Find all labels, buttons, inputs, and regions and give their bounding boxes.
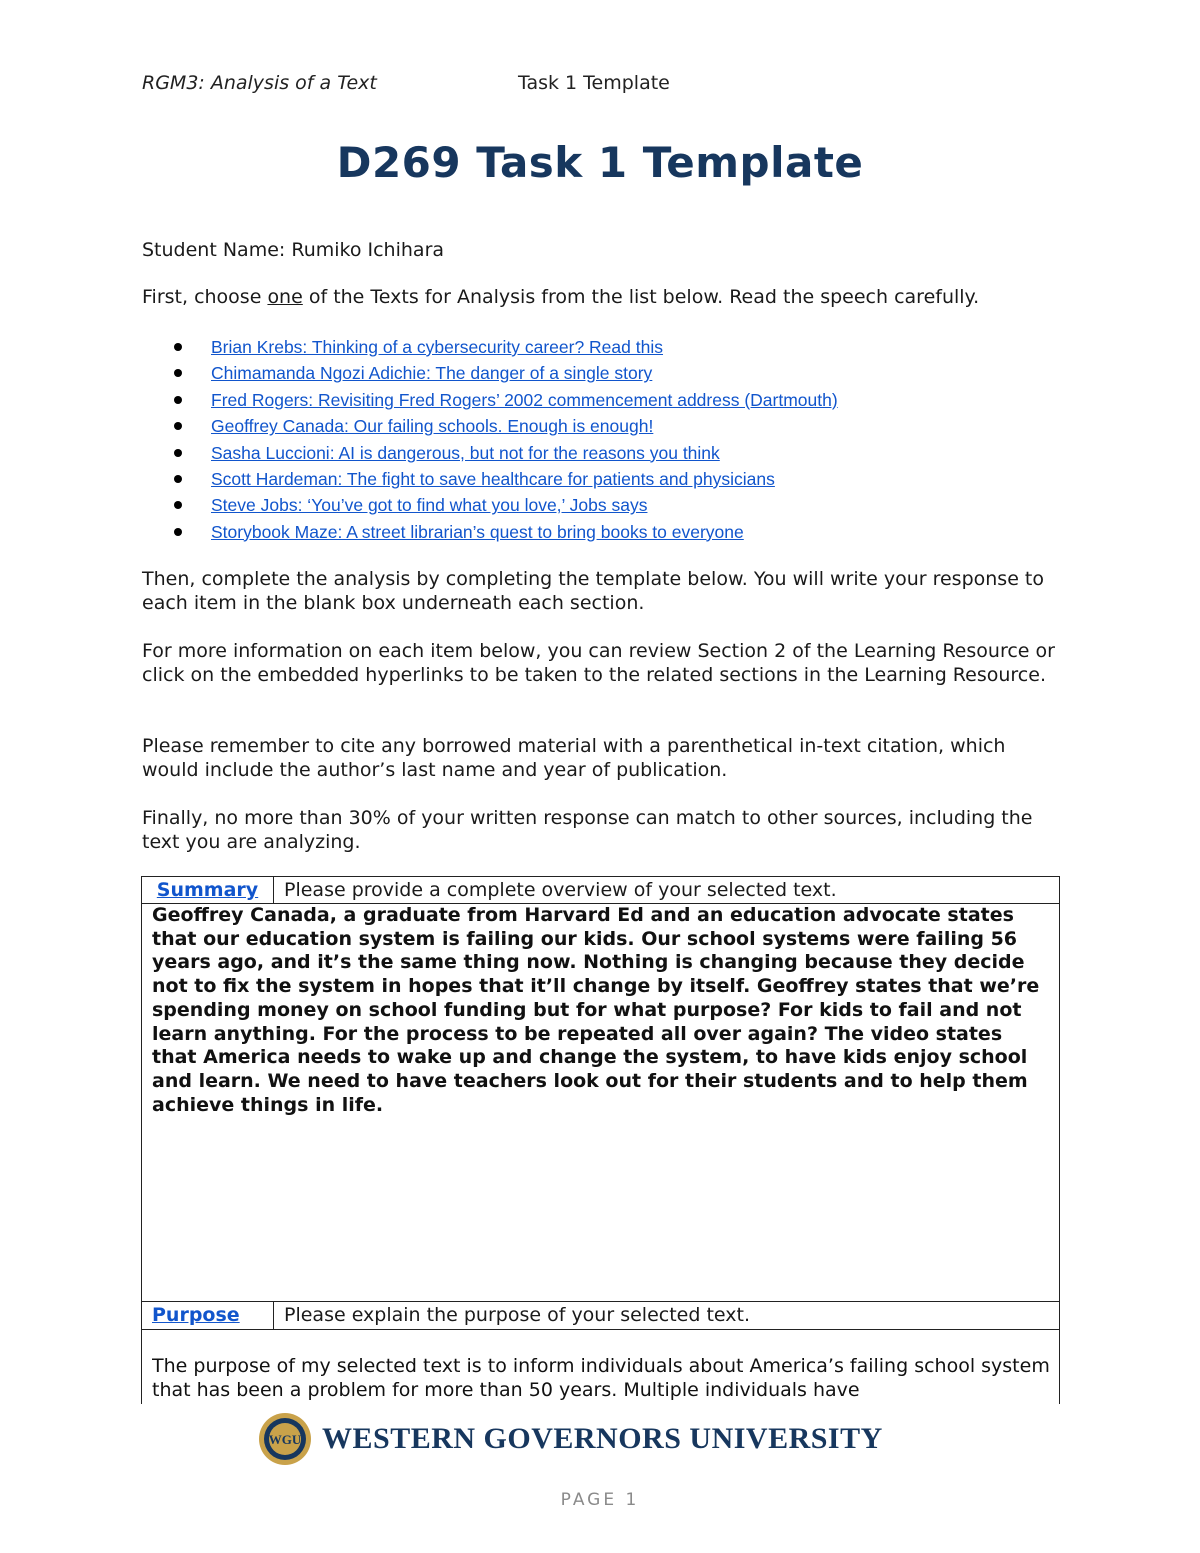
list-item: [170, 387, 838, 413]
list-item: [170, 360, 838, 386]
text-link-canada[interactable]: Geoffrey Canada: Our failing schools. Enough is enough!: [211, 416, 654, 437]
student-name-line: [142, 238, 1062, 262]
purpose-link[interactable]: Purpose: [152, 1304, 240, 1326]
analysis-table: [141, 876, 1060, 1404]
header-template-title: Task 1 Template: [518, 72, 670, 94]
purpose-prompt: Please explain the purpose of your selected text.: [284, 1304, 750, 1326]
page-title: D269 Task 1 Template: [336, 138, 864, 187]
purpose-response[interactable]: The purpose of my selected text is to inform individuals about America’s failing school system that has been a problem for more than 50 years. Multiple individuals have: [152, 1355, 1050, 1401]
text-link-adichie[interactable]: Chimamanda Ngozi Adichie: The danger of a single story: [211, 363, 653, 384]
purpose-label: [142, 1302, 274, 1329]
university-seal-icon: [258, 1412, 312, 1466]
text-link-storybook-maze[interactable]: Storybook Maze: A street librarian’s quest to bring books to everyone: [211, 521, 744, 542]
list-item: [170, 334, 838, 360]
university-wordmark: WESTERN GOVERNORS UNIVERSITY: [322, 1422, 883, 1455]
seal-letters: WGU: [268, 1432, 302, 1447]
bullet-icon: [174, 343, 182, 351]
instruction-complete: Then, complete the analysis by completing the template below. You will write your response to each item in the blank box underneath each section.: [142, 568, 1044, 614]
list-item: [170, 492, 838, 518]
list-item: [170, 413, 838, 439]
list-item: [170, 440, 838, 466]
bullet-icon: [174, 528, 182, 536]
wgu-logo: [258, 1412, 908, 1470]
summary-prompt: Please provide a complete overview of your selected text.: [284, 879, 837, 901]
purpose-header-row: [142, 1301, 1059, 1330]
text-link-krebs[interactable]: Brian Krebs: Thinking of a cybersecurity career? Read this: [211, 337, 663, 357]
summary-header-row: [142, 877, 1059, 904]
header-course-title: RGM3: Analysis of a Text: [142, 72, 377, 94]
instruction-similarity: Finally, no more than 30% of your written response can match to other sources, including the text you are analyzing.: [142, 807, 1033, 853]
instruction-more-info: For more information on each item below, you can review Section 2 of the Learning Resource or click on the embedded hyperlinks to be taken to the related sections in the Learning Resource.: [142, 640, 1055, 686]
summary-link[interactable]: Summary: [156, 879, 259, 901]
instruction-cite: Please remember to cite any borrowed material with a parenthetical in-text citation, which would include the author’s last name and year of publication.: [142, 735, 1006, 781]
text-link-rogers[interactable]: Fred Rogers: Revisiting Fred Rogers’ 2002 commencement address (Dartmouth): [211, 389, 838, 410]
text-link-jobs[interactable]: Steve Jobs: ‘You’ve got to find what you love,’ Jobs says: [211, 495, 648, 516]
text-link-hardeman[interactable]: Scott Hardeman: The fight to save healthcare for patients and physicians: [211, 468, 775, 489]
bullet-icon: [174, 449, 182, 457]
list-item: [170, 519, 838, 545]
list-item: [170, 466, 838, 492]
bullet-icon: [174, 396, 182, 404]
bullet-icon: [174, 422, 182, 430]
summary-response[interactable]: Geoffrey Canada, a graduate from Harvard Ed and an education advocate states that our education system is failing our kids. Our school systems were failing 56 years ago, and it’s the same thing now. Nothing is changing because they decide not to fix the system in hopes that it’ll change by itself. Geoffrey states that we’re spending money on school funding but for what purpose? For kids to fail and not learn anything. For the process to be repeated all over again? The video states that America needs to wake up and change the system, to have kids enjoy school and learn. We need to have teachers look out for their students and to help them achieve things in life.: [152, 904, 1040, 1116]
bullet-icon: [174, 501, 182, 509]
instruction-choose: First, choose one of the Texts for Analysis from the list below. Read the speech carefully.: [142, 286, 980, 308]
texts-for-analysis-list: [170, 334, 838, 545]
student-name-label: Student Name:: [142, 239, 286, 261]
text-link-luccioni[interactable]: Sasha Luccioni: AI is dangerous, but not for the reasons you think: [211, 442, 720, 463]
bullet-icon: [174, 475, 182, 483]
page-number: PAGE 1: [560, 1490, 640, 1510]
emphasis-one: one: [267, 286, 303, 308]
summary-label: [142, 877, 274, 903]
bullet-icon: [174, 369, 182, 377]
student-name-value: Rumiko Ichihara: [291, 239, 445, 261]
